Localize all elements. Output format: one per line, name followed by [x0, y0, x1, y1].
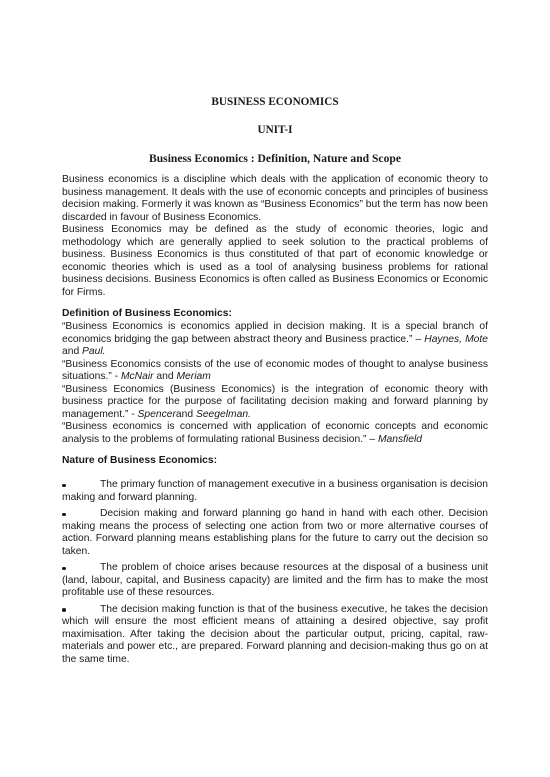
definition-heading: Definition of Business Economics:	[62, 308, 232, 319]
section-title: Business Economics : Definition, Nature and Scope	[149, 152, 401, 165]
bullet-icon	[62, 567, 66, 571]
list-item: The decision making function is that of the business executive, he takes the decision which will ensure the most efficient means of attaining a desired objective, say profit maximisation. After taking the decision about the particular output, pricing, capital, raw-materials and power etc., are prepared. Forward planning and decision-making thus go on at the same time.	[62, 603, 488, 665]
quote-author: Mansfield	[377, 433, 423, 445]
quote-author: Haynes, Mote	[424, 333, 488, 345]
list-item: Decision making and forward planning go hand in hand with each other. Decision making means the process of selecting one action from two or more alternative courses of action. Forward planning means establishing plans for the future to carry out the decision so taken.	[62, 508, 488, 557]
intro-paragraph-1: Business economics is a discipline which deals with the application of economic theory to business management. It deals with the use of economic concepts and principles of business decision making. Formerly it was known as “Business Economics” but the term has now been discarded in favour of Business Economics.	[62, 174, 488, 223]
intro-paragraph-2: Business Economics may be defined as the study of economic theories, logic and methodology which are generally applied to seek solution to the practical problems of business. Business Economics is thus constituted of that part of economic knowledge or economic theories which is used as a tool of analysing business problems for rational business decisions. Business Economics is often called as Business Economics or Economic for Firms.	[62, 224, 488, 298]
quote-author: Seegelman.	[195, 408, 251, 420]
definition-quote-1: “Business Economics is economics applied in decision making. It is a special branch of economics bridging the gap between abstract theory and Business practice.” – Haynes, Mote and Paul.	[62, 321, 488, 357]
bullet-icon	[62, 608, 66, 612]
quote-author: Meriam	[176, 371, 211, 382]
quote-author: McNair	[120, 371, 154, 382]
nature-bullet-list	[62, 479, 488, 666]
quote-author: Paul.	[82, 346, 106, 357]
document-title: BUSINESS ECONOMICS	[211, 96, 339, 108]
list-item: The problem of choice arises because resources at the disposal of a business unit (land, labour, capital, and Business capacity) are limited and the firm has to make the most profitable use of these resources.	[62, 562, 488, 598]
unit-label: UNIT-I	[257, 124, 293, 136]
definition-quote-4: “Business economics is concerned with application of economic concepts and economic analysis to the problems of formulating rational Business decision.” – Mansfield	[62, 421, 488, 445]
list-item: The primary function of management executive in a business organisation is decision making and forward planning.	[62, 479, 488, 503]
quote-author: Spencer	[137, 408, 176, 420]
nature-heading: Nature of Business Economics:	[62, 455, 218, 466]
definition-quote-2: “Business Economics consists of the use of economic modes of thought to analyse business situations.” - McNair and Meriam	[62, 358, 488, 382]
bullet-icon	[62, 513, 66, 517]
definition-quote-3: “Business Economics (Business Economics) is the integration of economic theory with business practice for the purpose of facilitating decision making and forward planning by management.” - Spencerand Seegelman.	[62, 383, 488, 420]
bullet-icon	[62, 484, 66, 488]
